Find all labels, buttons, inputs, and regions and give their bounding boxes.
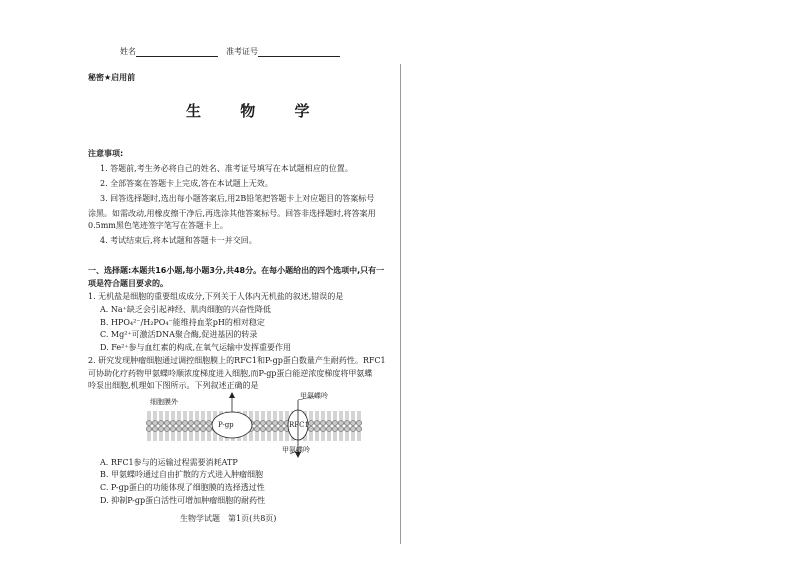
q2-option-b: B. 甲氨蝶呤通过自由扩散的方式进入肿瘤细胞 [100,470,263,479]
lipid-bilayer [146,408,362,442]
q2-option-a: A. RFC1参与的运输过程需要消耗ATP [100,458,238,467]
notice-item-4: 4. 考试结束后,将本试题和答题卡一并交回。 [100,236,257,245]
exam-id-field [226,47,340,57]
section-heading-line2: 项是符合题目要求的。 [88,279,168,288]
name-label: 姓名 [120,47,136,56]
q1-option-c: C. Mg²⁺可激活DNA聚合酶,促进基因的转录 [100,330,258,339]
outside-label: 细胞膜外 [150,398,178,406]
rfc1-label: RFC1 [289,421,309,429]
notice-item-2: 2. 全部答案在答题卡上完成,答在本试题上无效。 [100,179,273,188]
page-title: 生 物 学 [186,102,327,120]
drug-top-label: 甲氨蝶呤 [300,392,328,400]
notice-item-3-cont: 涂黑。如需改动,用橡皮擦干净后,再选涂其他答案标号。回答非选择题时,将答案用 [88,209,376,218]
drug-bottom-label: 甲氨蝶呤 [282,446,310,454]
notice-item-1: 1. 答题前,考生务必将自己的姓名、准考证号填写在本试题相应的位置。 [100,164,353,173]
secret-mark: 秘密★启用前 [88,73,136,82]
q1-option-b: B. HPO₄²⁻/H₂PO₄⁻能维持血浆pH的相对稳定 [100,318,265,327]
pgp-arrow-head [229,392,235,398]
q2-stem-line2: 可协助化疗药物甲氨蝶呤顺浓度梯度进入细胞,而P-gp蛋白能逆浓度梯度将甲氨蝶 [88,369,373,378]
q1-stem: 1. 无机盐是细胞的重要组成成分,下列关于人体内无机盐的叙述,错误的是 [88,292,344,301]
exam-id-underline[interactable] [258,47,340,57]
q2-option-c: C. P-gp蛋白的功能体现了细胞膜的选择透过性 [100,483,265,492]
section-heading-line1: 一、选择题:本题共16小题,每小题3分,共48分。在每小题给出的四个选项中,只有一 [88,266,385,275]
page-footer: 生物学试题 第1页(共8页) [180,514,277,523]
q2-stem-line3: 呤泵出细胞,机理如下图所示。下列叙述正确的是 [88,381,259,390]
q2-option-d: D. 抑制P-gp蛋白活性可增加肿瘤细胞的耐药性 [100,496,266,505]
notice-heading: 注意事项: [88,149,124,158]
exam-id-label: 准考证号 [226,47,258,56]
q1-option-a: A. Na⁺缺乏会引起神经、肌肉细胞的兴奋性降低 [100,305,271,314]
pgp-label: P-gp [218,421,234,429]
notice-item-3: 3. 回答选择题时,选出每小题答案后,用2B铅笔把答题卡上对应题目的答案标号 [100,194,375,203]
name-underline[interactable] [136,47,218,57]
name-field [120,47,218,57]
notice-item-3-cont2: 0.5mm黑色笔迹签字笔写在答题卡上。 [88,221,228,230]
column-divider [400,64,401,544]
q2-stem-line1: 2. 研究发现肿瘤细胞通过调控细胞膜上的RFC1和P-gp蛋白数量产生耐药性。RFC1 [88,356,386,365]
q1-option-d: D. Fe²⁺参与血红素的构成,在氧气运输中发挥重要作用 [100,343,292,352]
